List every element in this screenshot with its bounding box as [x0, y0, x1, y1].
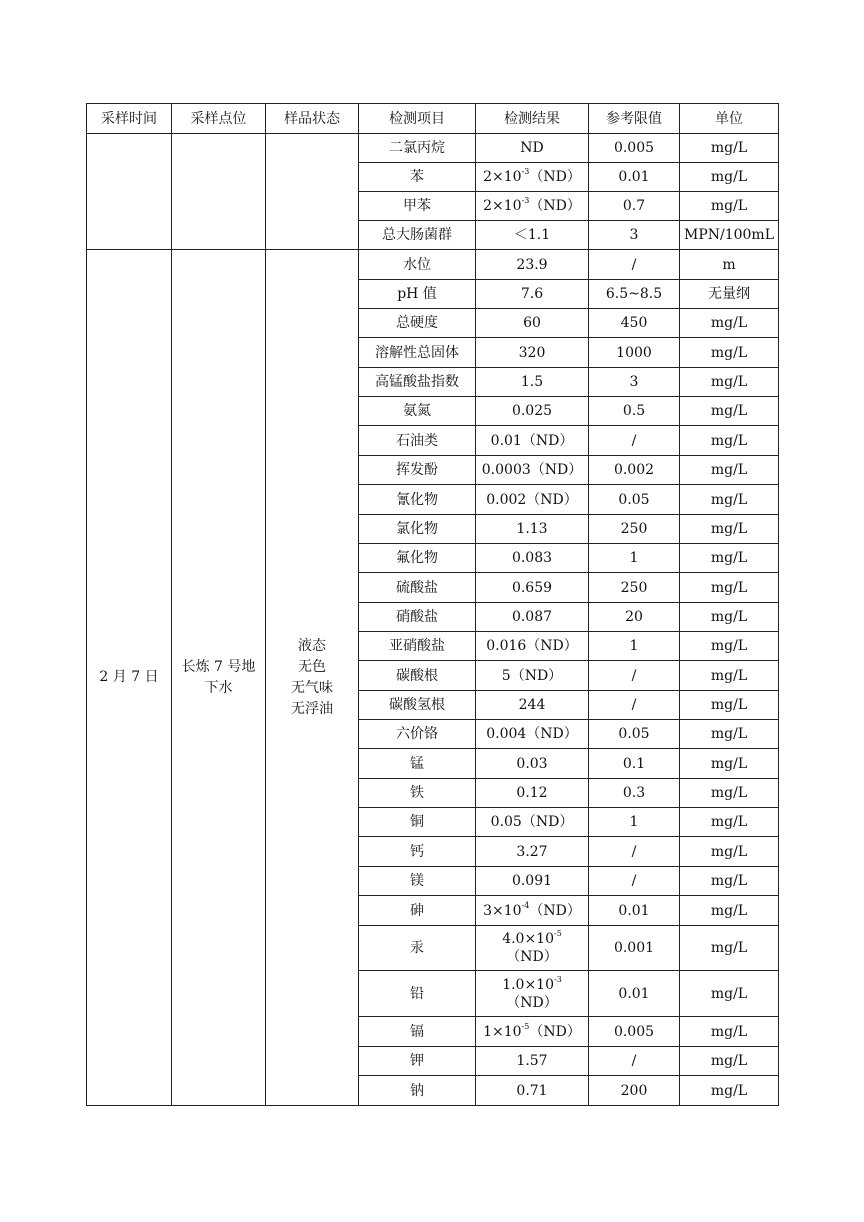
test-item: 镁 [359, 867, 476, 896]
reference-limit: 250 [589, 515, 680, 544]
result-base: 1×10 [483, 1023, 522, 1040]
test-result: 0.05（ND） [476, 808, 589, 837]
reference-limit: 3 [589, 221, 680, 250]
header-reference-limit: 参考限值 [589, 104, 680, 134]
reference-limit: 0.3 [589, 779, 680, 808]
result-note: （ND） [529, 1023, 581, 1040]
reference-limit: 1000 [589, 338, 680, 368]
unit: mg/L [680, 896, 779, 926]
test-item: 硫酸盐 [359, 573, 476, 603]
result-note: （ND） [529, 902, 581, 919]
unit: mg/L [680, 837, 779, 867]
test-result [476, 1017, 589, 1047]
test-item: 氟化物 [359, 544, 476, 573]
unit: mg/L [680, 603, 779, 632]
result-note: （ND） [529, 169, 581, 185]
unit: mg/L [680, 368, 779, 397]
test-item: 铅 [359, 971, 476, 1017]
result-base: 3×10 [483, 902, 522, 919]
continued-sampling-time-cell [87, 134, 172, 250]
test-result: 0.0003（ND） [476, 456, 589, 485]
test-result [476, 926, 589, 971]
unit: mg/L [680, 309, 779, 338]
reference-limit: 0.7 [589, 192, 680, 221]
test-result [476, 896, 589, 926]
unit: mg/L [680, 867, 779, 896]
unit: mg/L [680, 485, 779, 515]
reference-limit: / [589, 661, 680, 691]
result-exponent: -5 [554, 929, 562, 939]
reference-limit: 0.001 [589, 926, 680, 971]
header-unit: 单位 [680, 104, 779, 134]
test-item: 高锰酸盐指数 [359, 368, 476, 397]
unit: mg/L [680, 808, 779, 837]
reference-limit: 6.5~8.5 [589, 280, 680, 309]
unit: mg/L [680, 632, 779, 661]
reference-limit: 1 [589, 632, 680, 661]
result-exponent: -5 [521, 1021, 530, 1031]
test-result: 60 [476, 309, 589, 338]
unit: mg/L [680, 134, 779, 163]
reference-limit: 1 [589, 544, 680, 573]
test-item: 氨氮 [359, 397, 476, 426]
test-item: 铜 [359, 808, 476, 837]
sample-state-cell: 液态 无色 无气味 无浮油 [266, 250, 359, 1106]
test-item: 碳酸根 [359, 661, 476, 691]
test-result: 0.002（ND） [476, 485, 589, 515]
result-exponent: -4 [521, 900, 530, 910]
test-item: 溶解性总固体 [359, 338, 476, 368]
result-base: 2×10 [483, 198, 522, 214]
header-sample-state: 样品状态 [266, 104, 359, 134]
test-item: 钠 [359, 1076, 476, 1106]
test-item: 碳酸氢根 [359, 691, 476, 720]
test-result: 0.03 [476, 749, 589, 779]
reference-limit: 3 [589, 368, 680, 397]
test-result: ＜1.1 [476, 221, 589, 250]
reference-limit: / [589, 426, 680, 456]
reference-limit: 0.005 [589, 134, 680, 163]
unit: mg/L [680, 779, 779, 808]
test-result: 0.71 [476, 1076, 589, 1106]
test-result: 0.12 [476, 779, 589, 808]
test-item: 钙 [359, 837, 476, 867]
test-result [476, 971, 589, 1017]
unit: mg/L [680, 1076, 779, 1106]
test-result: 0.659 [476, 573, 589, 603]
reference-limit: / [589, 837, 680, 867]
test-result: 23.9 [476, 250, 589, 280]
test-result: 320 [476, 338, 589, 368]
unit: mg/L [680, 544, 779, 573]
unit: mg/L [680, 426, 779, 456]
result-note: （ND） [529, 198, 581, 214]
unit: mg/L [680, 515, 779, 544]
test-result: 0.025 [476, 397, 589, 426]
unit: mg/L [680, 397, 779, 426]
test-item: 亚硝酸盐 [359, 632, 476, 661]
result-base: 2×10 [483, 169, 522, 185]
test-item: 甲苯 [359, 192, 476, 221]
reference-limit: 0.01 [589, 163, 680, 192]
test-item: 硝酸盐 [359, 603, 476, 632]
test-item: 石油类 [359, 426, 476, 456]
unit: mg/L [680, 573, 779, 603]
test-result: 0.083 [476, 544, 589, 573]
test-item: 铁 [359, 779, 476, 808]
unit: mg/L [680, 163, 779, 192]
header-test-item: 检测项目 [359, 104, 476, 134]
test-result: 5（ND） [476, 661, 589, 691]
reference-limit: 200 [589, 1076, 680, 1106]
test-result: 0.016（ND） [476, 632, 589, 661]
sampling-time-cell: 2 月 7 日 [87, 250, 172, 1106]
result-note: （ND） [506, 994, 558, 1011]
test-result: 3.27 [476, 837, 589, 867]
unit: mg/L [680, 720, 779, 749]
result-base: 1.0×10 [502, 976, 554, 993]
test-item: 镉 [359, 1017, 476, 1047]
test-item: 钾 [359, 1047, 476, 1076]
unit: m [680, 250, 779, 280]
test-item: 汞 [359, 926, 476, 971]
header-test-result: 检测结果 [476, 104, 589, 134]
sampling-point-cell: 长炼 7 号地 下水 [172, 250, 266, 1106]
test-item: 总硬度 [359, 309, 476, 338]
result-exponent: -3 [521, 167, 530, 177]
test-item: 锰 [359, 749, 476, 779]
unit: mg/L [680, 456, 779, 485]
unit: mg/L [680, 749, 779, 779]
test-item: 氯化物 [359, 515, 476, 544]
reference-limit: / [589, 867, 680, 896]
result-exponent: -3 [521, 196, 530, 206]
reference-limit: 0.05 [589, 720, 680, 749]
reference-limit: 0.002 [589, 456, 680, 485]
test-result: 0.087 [476, 603, 589, 632]
test-result [476, 192, 589, 221]
unit: mg/L [680, 338, 779, 368]
unit: mg/L [680, 926, 779, 971]
header-sampling-time: 采样时间 [87, 104, 172, 134]
reference-limit: / [589, 1047, 680, 1076]
reference-limit: 450 [589, 309, 680, 338]
unit: mg/L [680, 192, 779, 221]
test-result: 244 [476, 691, 589, 720]
test-result: 0.091 [476, 867, 589, 896]
reference-limit: 20 [589, 603, 680, 632]
reference-limit: 1 [589, 808, 680, 837]
reference-limit: 250 [589, 573, 680, 603]
result-note: （ND） [506, 949, 558, 965]
test-result [476, 163, 589, 192]
reference-limit: 0.005 [589, 1017, 680, 1047]
result-exponent: -3 [554, 974, 562, 984]
header-row [87, 104, 779, 134]
reference-limit: 0.01 [589, 971, 680, 1017]
test-result: 0.004（ND） [476, 720, 589, 749]
unit: mg/L [680, 1017, 779, 1047]
test-item: pH 值 [359, 280, 476, 309]
test-item: 总大肠菌群 [359, 221, 476, 250]
reference-limit: 0.05 [589, 485, 680, 515]
test-result: 7.6 [476, 280, 589, 309]
unit: mg/L [680, 1047, 779, 1076]
test-result: 0.01（ND） [476, 426, 589, 456]
continued-sampling-point-cell [172, 134, 266, 250]
unit: MPN/100mL [680, 221, 779, 250]
unit: mg/L [680, 971, 779, 1017]
table-row [87, 250, 779, 280]
test-result: 1.57 [476, 1047, 589, 1076]
test-result: ND [476, 134, 589, 163]
test-results-table [86, 103, 779, 1106]
reference-limit: 0.1 [589, 749, 680, 779]
test-item: 六价铬 [359, 720, 476, 749]
result-base: 4.0×10 [502, 931, 554, 947]
table-row [87, 134, 779, 163]
test-item: 水位 [359, 250, 476, 280]
test-result: 1.5 [476, 368, 589, 397]
reference-limit: 0.5 [589, 397, 680, 426]
test-item: 二氯丙烷 [359, 134, 476, 163]
reference-limit: / [589, 691, 680, 720]
unit: 无量纲 [680, 280, 779, 309]
unit: mg/L [680, 661, 779, 691]
reference-limit: / [589, 250, 680, 280]
test-item: 苯 [359, 163, 476, 192]
unit: mg/L [680, 691, 779, 720]
header-sampling-point: 采样点位 [172, 104, 266, 134]
test-item: 挥发酚 [359, 456, 476, 485]
test-item: 砷 [359, 896, 476, 926]
reference-limit: 0.01 [589, 896, 680, 926]
test-result: 1.13 [476, 515, 589, 544]
continued-sample-state-cell [266, 134, 359, 250]
test-item: 氰化物 [359, 485, 476, 515]
